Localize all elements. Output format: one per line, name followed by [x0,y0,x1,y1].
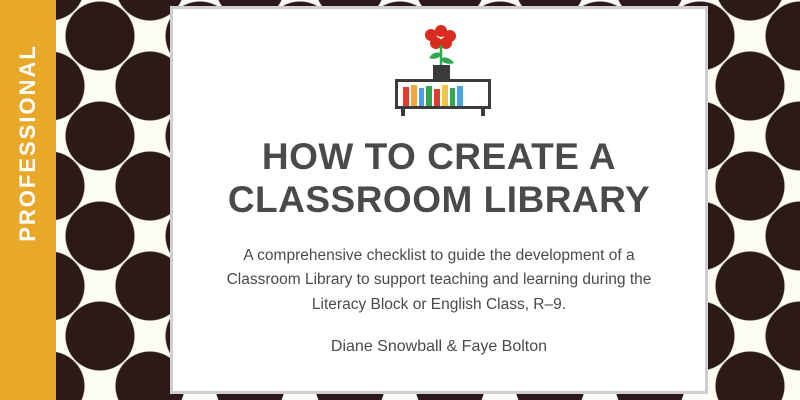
authors-text: Diane Snowball & Faye Bolton [330,337,548,355]
bookshelf-with-flowers-icon [379,25,499,121]
cover-card [170,6,708,394]
subtitle-text: A comprehensive checklist to guide the development of a Classroom Library to support teaching and learning during the Literacy Block or English Class, R–9. [226,246,652,314]
professional-side-band [0,0,56,400]
page-title: HOW TO CREATE A CLASSROOM LIBRARY [227,136,651,221]
side-band-label: PROFESSIONAL [15,44,40,242]
